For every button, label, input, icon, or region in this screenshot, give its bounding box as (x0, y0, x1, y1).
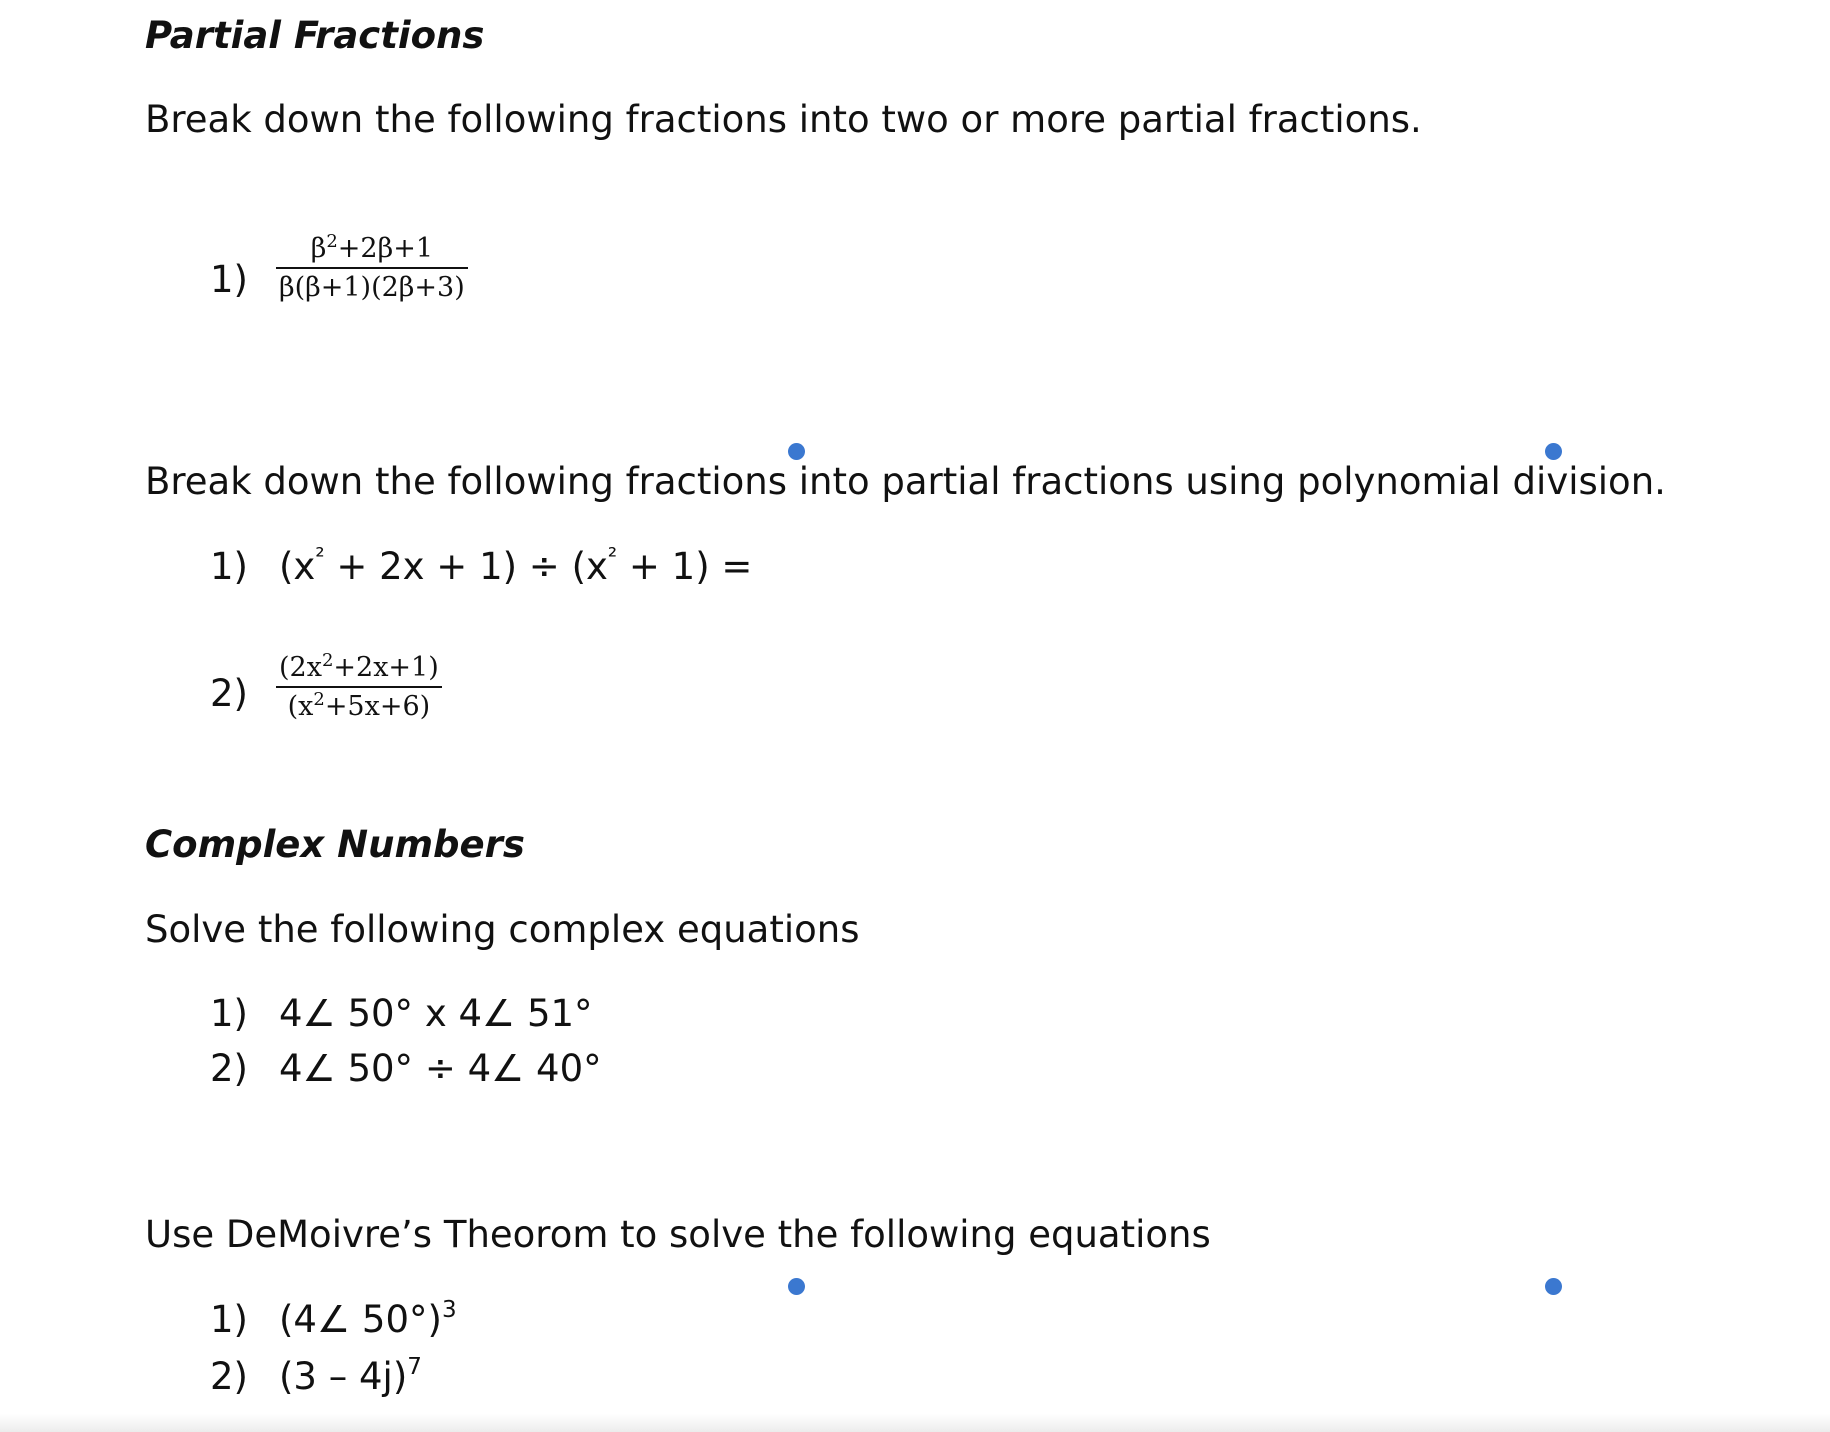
fraction-bar (276, 267, 468, 269)
pd-q2-denominator: $(x^2+5x+6)$ (287, 689, 431, 722)
dm-q1-expression: (4∠ 50°)$^3$ (279, 1297, 457, 1341)
selection-handle[interactable] (1545, 443, 1562, 460)
cn-q1-number: 1) (210, 992, 248, 1035)
cn-q2-expression: 4∠ 50° ÷ 4∠ 40° (279, 1047, 602, 1090)
pd-q2-fraction (276, 652, 442, 722)
dm-q2-expression: (3 – 4j)$^7$ (279, 1354, 422, 1398)
dm-q2-number: 2) (210, 1355, 248, 1398)
cn-q1-expression: 4∠ 50° x 4∠ 51° (279, 992, 593, 1035)
selection-handle[interactable] (1545, 1278, 1562, 1295)
page-bottom-edge (0, 1414, 1830, 1432)
dm-q1-number: 1) (210, 1298, 248, 1341)
pf-q1-denominator: β(β+1)(2β+3) (279, 272, 465, 303)
pd-q1-expression: $(x^{^2} + 2x + 1) \div (x^{^2} + 1)$ = (279, 544, 753, 588)
pf-q1-numerator: $\beta^2+2\beta+1$ (310, 231, 434, 264)
pf-q1-fraction (276, 233, 468, 303)
demoivre-instruction: Use DeMoivre’s Theorom to solve the following equations (145, 1213, 1211, 1256)
section-heading-partial-fractions: Partial Fractions (145, 14, 485, 57)
cn-q2-number: 2) (210, 1047, 248, 1090)
polynomial-division-instruction: Break down the following fractions into partial fractions using polynomial division. (145, 460, 1666, 503)
section-heading-complex-numbers: Complex Numbers (145, 823, 525, 866)
pd-q2-number: 2) (210, 672, 248, 715)
pd-q1-number: 1) (210, 545, 248, 588)
selection-handle[interactable] (788, 443, 805, 460)
complex-numbers-instruction: Solve the following complex equations (145, 908, 860, 951)
pf-q1-number: 1) (210, 258, 248, 301)
partial-fractions-instruction: Break down the following fractions into two or more partial fractions. (145, 98, 1422, 141)
fraction-bar (276, 686, 442, 688)
selection-handle[interactable] (788, 1278, 805, 1295)
pd-q2-numerator: $(2x^2+2x+1)$ (279, 650, 439, 683)
